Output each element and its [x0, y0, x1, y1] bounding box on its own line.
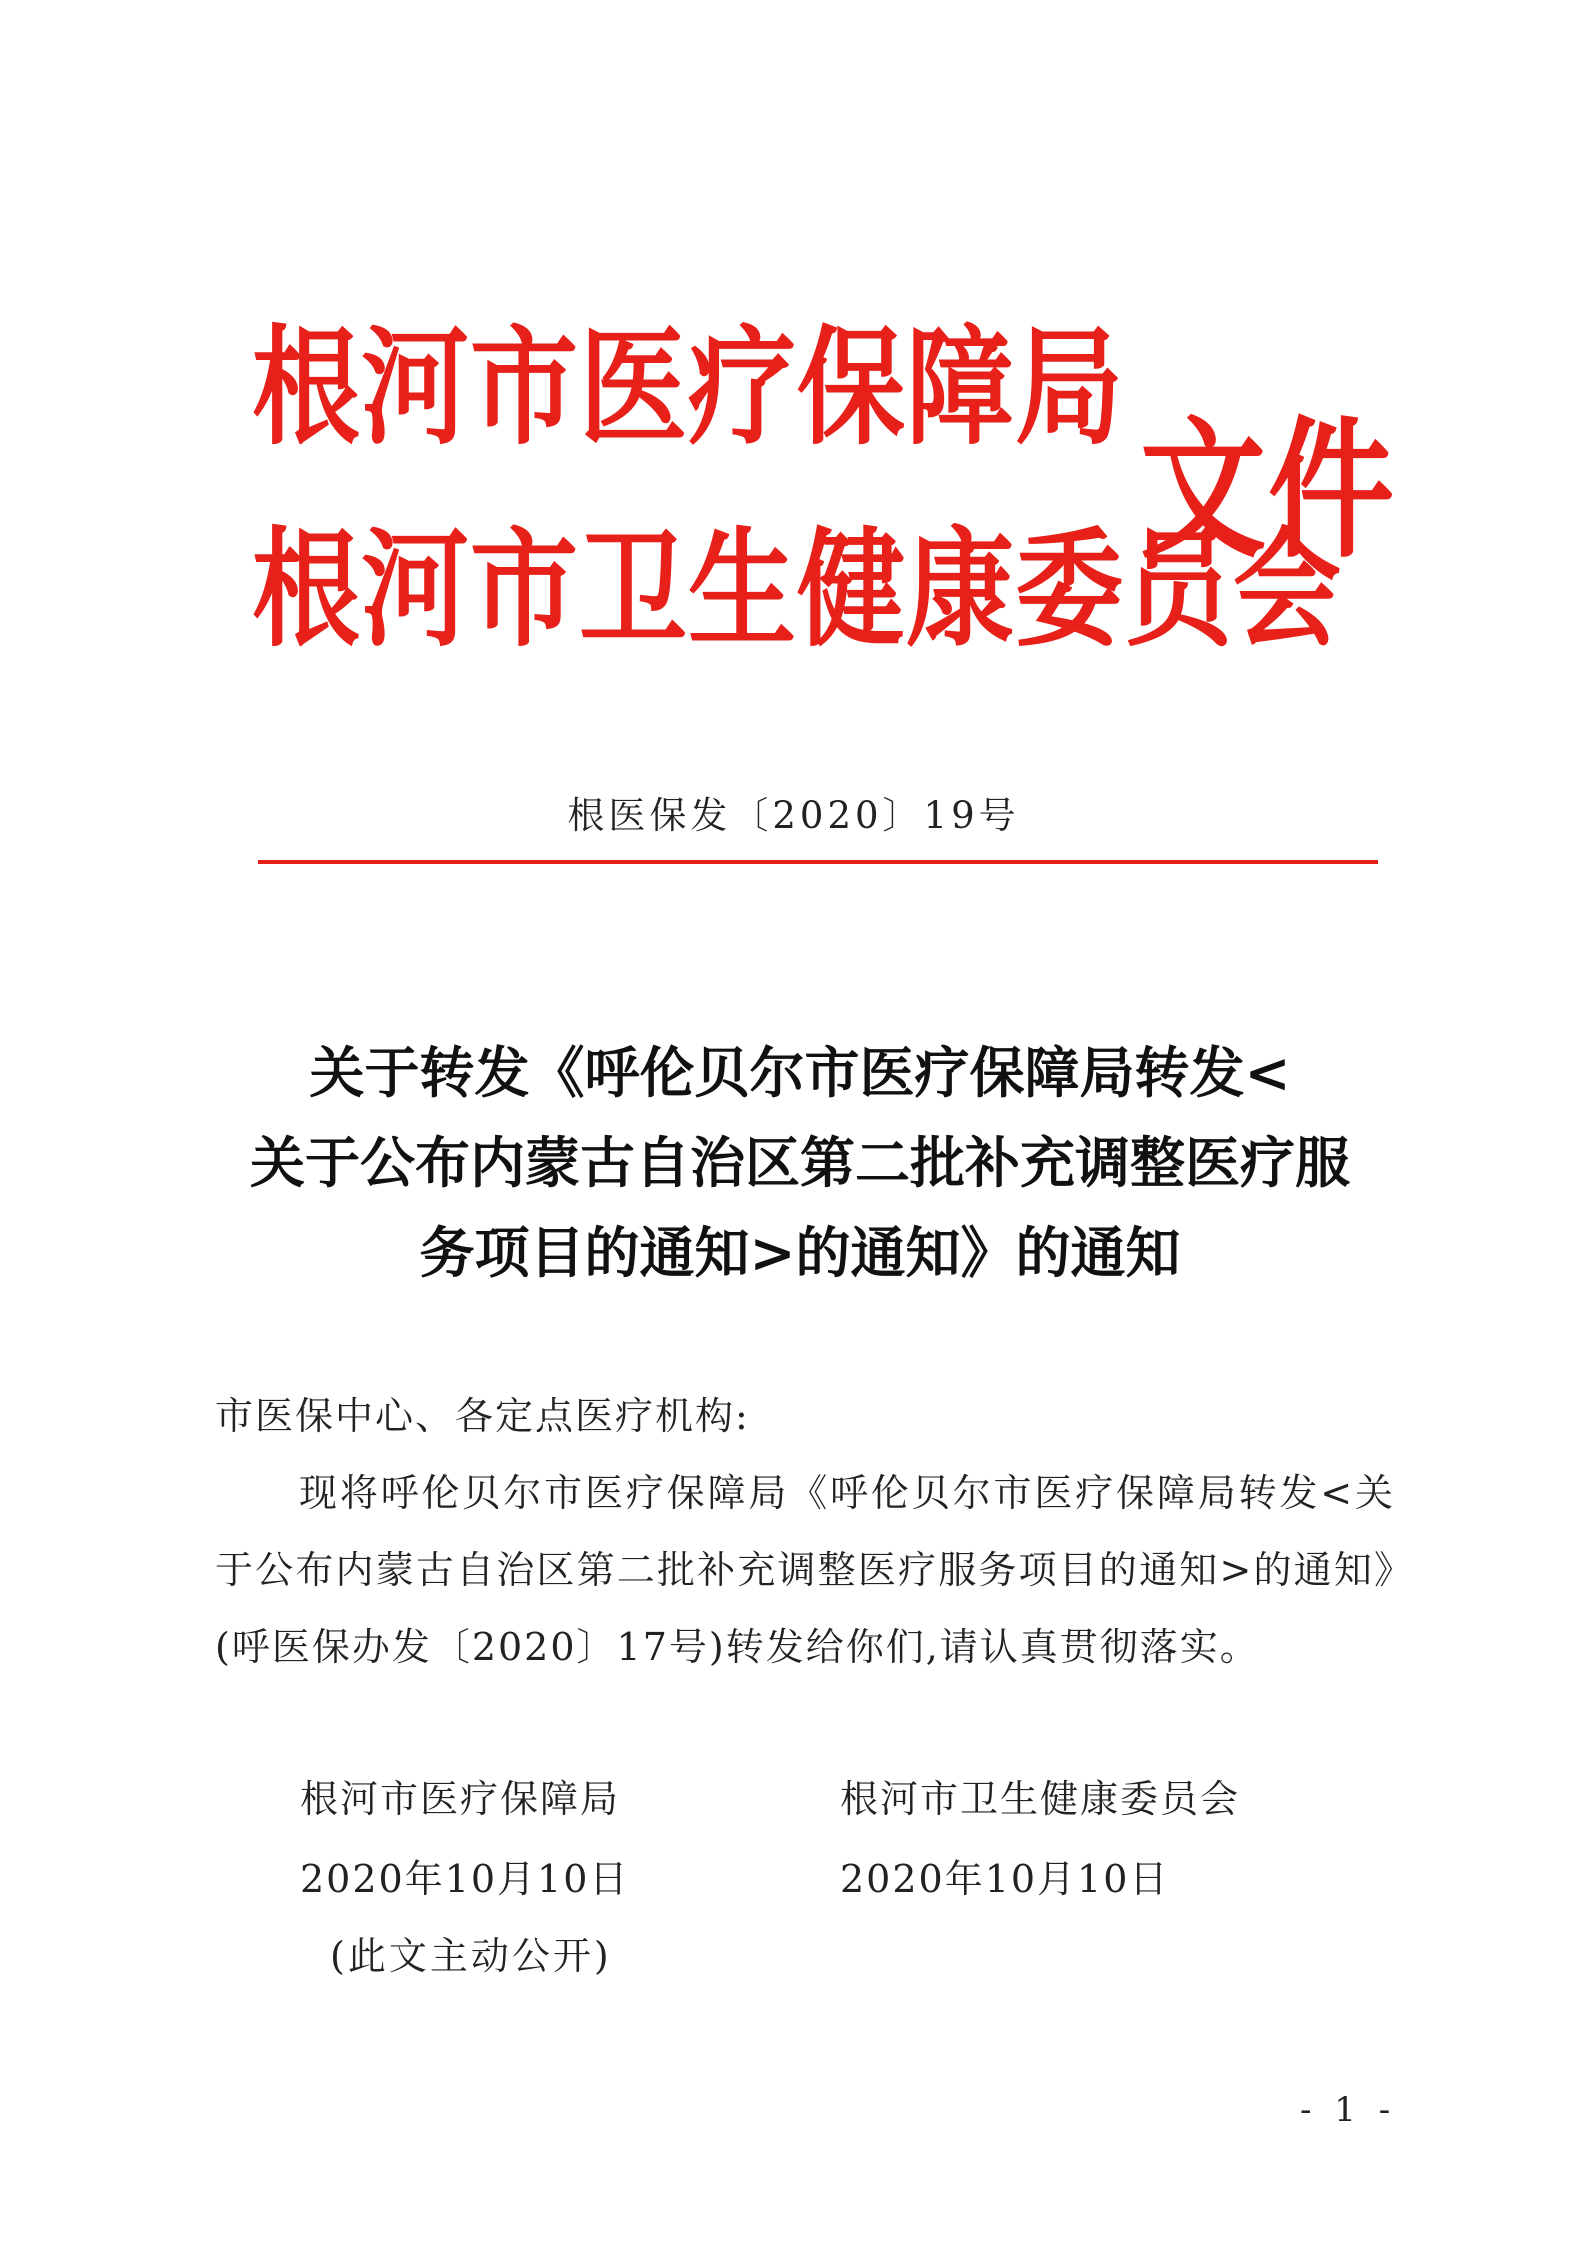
title-line-1: 关于转发《呼伦贝尔市医疗保障局转发<: [309, 1040, 1291, 1105]
issuer-name-2: 根河市卫生健康委员会: [252, 515, 1343, 665]
signature-date-right: 2020年10月10日: [840, 1857, 1170, 1901]
page-number: - 1 -: [1300, 2090, 1397, 2130]
salutation: 市医保中心、各定点医疗机构:: [215, 1394, 750, 1438]
title-line-2: 关于公布内蒙古自治区第二批补充调整医疗服: [249, 1130, 1350, 1195]
document-title: [200, 1028, 1400, 1298]
title-line-3: 务项目的通知>的通知》的通知: [419, 1220, 1181, 1285]
body-paragraph: 现将呼伦贝尔市医疗保障局《呼伦贝尔市医疗保障局转发<关于公布内蒙古自治区第二批补充调整医疗服务项目的通知>的通知》(呼医保办发〔2020〕17号)转发给你们,请认真贯彻落实。: [215, 1471, 1395, 1669]
signature-date-left: 2020年10月10日: [300, 1857, 630, 1901]
disclosure-note: (此文主动公开): [330, 1934, 612, 1978]
signature-org-left: 根河市医疗保障局: [300, 1777, 621, 1821]
document-number: 根医保发〔2020〕19号: [567, 794, 1020, 837]
issuer-name-1: 根河市医疗保障局: [252, 313, 1125, 463]
red-divider-line: [258, 860, 1378, 864]
signature-org-right: 根河市卫生健康委员会: [840, 1777, 1241, 1821]
document-type-label: 文件: [1140, 401, 1396, 579]
